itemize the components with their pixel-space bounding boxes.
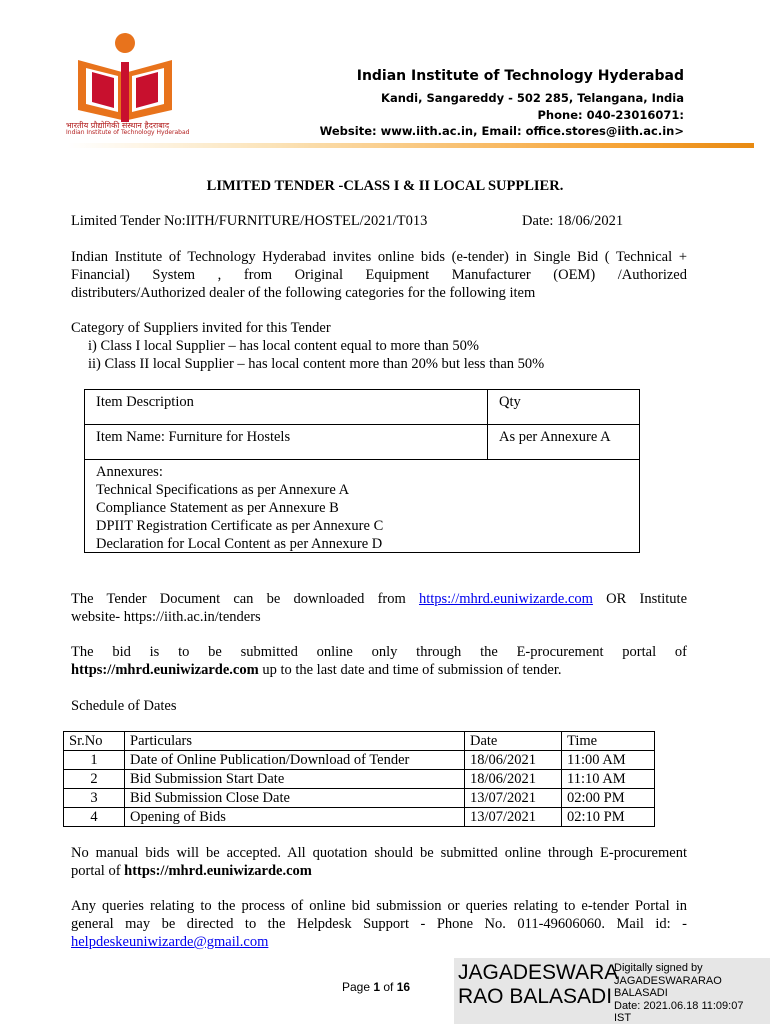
schedule-cell: 18/06/2021 <box>465 770 562 789</box>
schedule-cell: Opening of Bids <box>125 808 465 827</box>
page-of: of <box>380 980 397 994</box>
submission-line: The bid is to be submitted online only through the E-procurement portal of <box>71 644 687 660</box>
download-paragraph <box>71 590 687 626</box>
portal-url: https://mhrd.euniwizarde.com <box>124 863 312 879</box>
submission-rest: up to the last date and time of submission of tender. <box>258 662 562 678</box>
table-row <box>64 751 655 770</box>
annexure-item: Technical Specifications as per Annexure A <box>96 482 350 498</box>
intro-line: distributers/Authorized dealer of the following categories for the following item <box>71 285 536 301</box>
schedule-header-cell: Time <box>562 732 655 751</box>
annexure-item: DPIIT Registration Certificate as per Annexure C <box>96 518 384 534</box>
portal-url: https://mhrd.euniwizarde.com <box>71 662 259 678</box>
table-row <box>64 789 655 808</box>
category-item: i) Class I local Supplier – has local content equal to more than 50% <box>88 338 479 354</box>
schedule-cell: 18/06/2021 <box>465 751 562 770</box>
schedule-header-cell: Date <box>465 732 562 751</box>
schedule-cell: Bid Submission Close Date <box>125 789 465 808</box>
schedule-cell: Bid Submission Start Date <box>125 770 465 789</box>
submission-line <box>71 661 687 679</box>
schedule-cell: 4 <box>64 808 125 827</box>
signature-detail-line: Digitally signed by <box>614 962 703 974</box>
download-prefix: The Tender Document can be downloaded from <box>71 591 406 607</box>
table-row <box>64 732 655 751</box>
schedule-cell: Date of Online Publication/Download of Tender <box>125 751 465 770</box>
page-current: 1 <box>373 980 381 994</box>
page-total: 16 <box>396 980 411 994</box>
tender-number: Limited Tender No:IITH/FURNITURE/HOSTEL/2021/T013 <box>71 213 428 229</box>
schedule-cell: 11:10 AM <box>562 770 655 789</box>
tender-date: Date: 18/06/2021 <box>522 213 624 229</box>
intro-line: Financial) System , from Original Equipment Manufacturer (OEM) /Authorized <box>71 267 687 283</box>
signature-detail-line: BALASADI <box>614 987 668 999</box>
schedule-header-cell: Sr.No <box>64 732 125 751</box>
annexures-list <box>96 463 383 553</box>
category-heading: Category of Suppliers invited for this Tender <box>71 320 331 336</box>
table-row <box>85 390 640 425</box>
item-table <box>84 389 640 460</box>
signer-name-line: RAO BALASADI <box>458 985 613 1008</box>
schedule-heading: Schedule of Dates <box>71 698 177 714</box>
signature-details <box>614 962 768 1025</box>
manual-line: No manual bids will be accepted. All quotation should be submitted online through E-procurement <box>71 845 687 861</box>
manual-bids-paragraph <box>71 844 687 880</box>
item-desc-header: Item Description <box>85 390 488 425</box>
signer-name <box>458 961 618 1009</box>
logo-english-text: Indian Institute of Technology Hyderabad <box>66 129 190 136</box>
manual-line <box>71 862 687 880</box>
download-line <box>71 590 687 608</box>
annexures-heading: Annexures: <box>96 464 163 480</box>
page-prefix: Page <box>342 980 374 994</box>
table-row <box>64 770 655 789</box>
page-number <box>342 980 410 994</box>
intro-paragraph <box>71 248 687 302</box>
institute-web-email: Website: www.iith.ac.in, Email: office.stores@iith.ac.in> <box>319 124 684 138</box>
annexure-item: Compliance Statement as per Annexure B <box>96 500 339 516</box>
schedule-cell: 2 <box>64 770 125 789</box>
institute-website-line: website- https://iith.ac.in/tenders <box>71 609 261 625</box>
queries-line: Any queries relating to the process of online bid submission or queries relating to e-tender Portal in <box>71 898 687 914</box>
category-item: ii) Class II local Supplier – has local content more than 20% but less than 50% <box>88 356 545 372</box>
signature-detail-line: JAGADESWARARAO <box>614 974 722 987</box>
qty-header: Qty <box>488 390 640 425</box>
qty-cell: As per Annexure A <box>488 425 640 460</box>
intro-line: Indian Institute of Technology Hyderabad invites online bids (e-tender) in Single Bid ( Technical + <box>71 249 687 265</box>
queries-line: general may be directed to the Helpdesk Support - Phone No. 011-49606060. Mail id: - <box>71 916 687 932</box>
queries-paragraph <box>71 897 687 951</box>
institute-name: Indian Institute of Technology Hyderabad <box>356 68 684 84</box>
institute-phone: Phone: 040-23016071: <box>537 108 684 122</box>
table-row <box>85 425 640 460</box>
table-row <box>64 808 655 827</box>
logo-hindi-text: भारतीय प्रौद्योगिकी संस्थान हैदराबाद <box>66 121 170 130</box>
schedule-cell: 11:00 AM <box>562 751 655 770</box>
item-desc-cell: Item Name: Furniture for Hostels <box>85 425 488 460</box>
schedule-header-cell: Particulars <box>125 732 465 751</box>
institute-address: Kandi, Sangareddy - 502 285, Telangana, India <box>381 91 684 105</box>
annexure-item: Declaration for Local Content as per Annexure D <box>96 536 383 552</box>
signer-name-line: JAGADESWARA <box>458 961 619 984</box>
signature-detail-line: IST <box>614 1012 632 1024</box>
schedule-cell: 02:10 PM <box>562 808 655 827</box>
manual-prefix: portal of <box>71 863 125 879</box>
schedule-table <box>63 731 655 827</box>
header-divider <box>68 143 754 148</box>
schedule-cell: 02:00 PM <box>562 789 655 808</box>
schedule-cell: 13/07/2021 <box>465 808 562 827</box>
helpdesk-email-link[interactable]: helpdeskeuniwizarde@gmail.com <box>71 934 269 950</box>
signature-detail-line: Date: 2021.06.18 11:09:07 <box>614 999 744 1012</box>
euniwizarde-link[interactable]: https://mhrd.euniwizarde.com <box>418 591 593 607</box>
schedule-cell: 13/07/2021 <box>465 789 562 808</box>
submission-paragraph <box>71 643 687 679</box>
schedule-cell: 1 <box>64 751 125 770</box>
download-suffix: OR Institute <box>606 591 688 607</box>
schedule-cell: 3 <box>64 789 125 808</box>
document-title: LIMITED TENDER -CLASS I & II LOCAL SUPPLIER. <box>206 178 564 194</box>
